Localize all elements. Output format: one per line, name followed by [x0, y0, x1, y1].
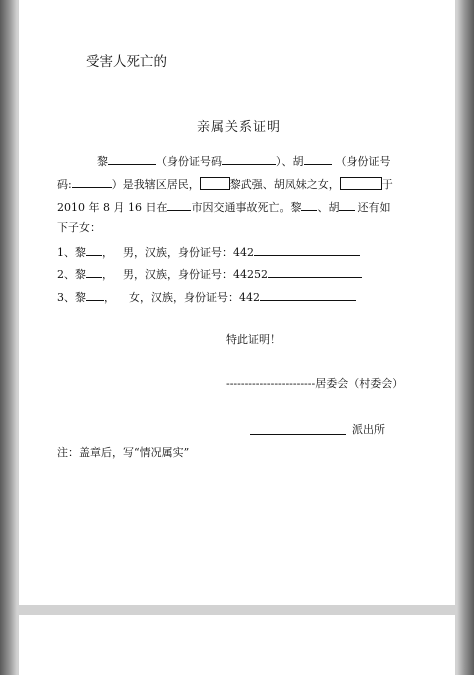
footnote: 注：盖章后，写“情况属实”: [57, 446, 190, 459]
document-heading: 受害人死亡的: [86, 54, 167, 70]
body-text: （身份证号: [335, 155, 391, 168]
body-line-4: 下子女：: [57, 221, 101, 234]
body-text: 市因交通事故死亡。黎: [191, 201, 302, 214]
blank: [260, 289, 356, 301]
blank: [222, 153, 276, 165]
next-page: [19, 615, 455, 675]
blank: [167, 199, 191, 211]
police-signature-line: [250, 434, 346, 435]
blank: [86, 289, 104, 301]
blank: [72, 176, 112, 188]
body-text: 码:: [57, 178, 72, 191]
blank: [86, 266, 102, 278]
child-sep: ，: [102, 246, 113, 259]
child-sex: 男: [123, 268, 134, 281]
committee-signature: ------------------------居委会（村委会）: [226, 377, 404, 390]
child-row-1: [57, 244, 360, 260]
body-text: ）、胡: [276, 155, 304, 168]
blank-box: [200, 177, 230, 190]
body-text: 黎: [97, 155, 108, 168]
body-text: 、胡: [317, 201, 340, 214]
police-station-label: 派出所: [352, 423, 385, 436]
blank-box: [340, 177, 382, 190]
blank: [254, 244, 360, 256]
child-row-3: [57, 289, 356, 305]
body-line-3: [57, 199, 390, 215]
body-line-1: [97, 153, 391, 169]
blank: [304, 153, 332, 165]
blank: [108, 153, 156, 165]
child-sep: ，: [104, 291, 115, 304]
body-text: 2010 年 8 月 16 日在: [57, 201, 168, 214]
child-index: 1、黎: [57, 246, 86, 259]
child-index: 2、黎: [57, 268, 86, 281]
blank: [86, 244, 102, 256]
document-page: [19, 0, 455, 605]
child-id-text: ，汉族，身份证号：44252: [134, 268, 268, 281]
blank: [339, 199, 355, 211]
blank: [268, 266, 362, 278]
body-text: 还有如: [357, 201, 391, 214]
blank: [301, 199, 317, 211]
child-index: 3、黎: [57, 291, 86, 304]
child-sep: ，: [102, 268, 113, 281]
child-id-text: ，汉族，身份证号：442: [134, 246, 254, 259]
document-title: 亲属关系证明: [197, 120, 282, 135]
body-text: （身份证号码: [156, 155, 222, 168]
certify-text: 特此证明！: [226, 333, 281, 346]
child-sex: 男: [123, 246, 134, 259]
body-text: ）是我辖区居民，: [111, 178, 200, 191]
body-line-2: [57, 176, 393, 192]
child-id-text: ，汉族，身份证号：442: [140, 291, 260, 304]
body-text: 于: [381, 178, 393, 191]
child-sex: 女: [129, 291, 140, 304]
child-row-2: [57, 266, 362, 282]
body-text: 黎武强、胡凤妹之女，: [229, 178, 340, 191]
